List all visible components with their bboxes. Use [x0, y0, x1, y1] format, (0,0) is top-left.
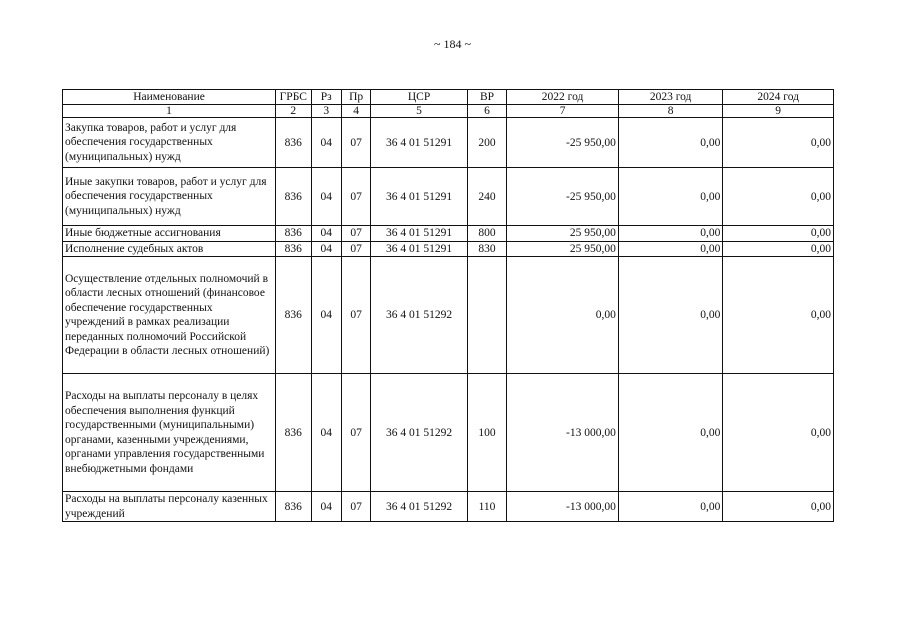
row-2024: 0,00 — [723, 241, 834, 257]
row-2022: 25 950,00 — [507, 241, 619, 257]
row-2022: 0,00 — [507, 257, 619, 374]
row-2023: 0,00 — [618, 257, 722, 374]
row-2022: 25 950,00 — [507, 226, 619, 242]
table-row — [63, 226, 834, 242]
row-grbs: 836 — [276, 374, 312, 492]
row-grbs: 836 — [276, 226, 312, 242]
column-number: 4 — [341, 105, 370, 118]
row-2023: 0,00 — [618, 168, 722, 226]
row-2024: 0,00 — [723, 226, 834, 242]
row-grbs: 836 — [276, 241, 312, 257]
column-number: 9 — [723, 105, 834, 118]
row-2022: -13 000,00 — [507, 492, 619, 522]
row-csr: 36 4 01 51292 — [371, 257, 467, 374]
table-row — [63, 257, 834, 374]
row-pr: 07 — [341, 374, 370, 492]
row-pr: 07 — [341, 168, 370, 226]
table-row — [63, 492, 834, 522]
row-2024: 0,00 — [723, 168, 834, 226]
row-name: Исполнение судебных актов — [63, 241, 276, 257]
header-row — [63, 90, 834, 105]
row-grbs: 836 — [276, 492, 312, 522]
row-rz: 04 — [311, 168, 341, 226]
row-pr: 07 — [341, 226, 370, 242]
column-number: 3 — [311, 105, 341, 118]
row-2022: -25 950,00 — [507, 168, 619, 226]
row-2023: 0,00 — [618, 374, 722, 492]
row-2022: -25 950,00 — [507, 118, 619, 168]
table-row — [63, 118, 834, 168]
row-2024: 0,00 — [723, 492, 834, 522]
row-rz: 04 — [311, 257, 341, 374]
column-number: 7 — [507, 105, 619, 118]
row-vr: 240 — [467, 168, 507, 226]
row-rz: 04 — [311, 492, 341, 522]
row-name: Иные закупки товаров, работ и услуг для обеспечения государственных (муниципальных) нужд — [63, 168, 276, 226]
row-2023: 0,00 — [618, 492, 722, 522]
page-number: ~ 184 ~ — [434, 37, 471, 51]
row-vr — [467, 257, 507, 374]
row-pr: 07 — [341, 492, 370, 522]
row-vr: 830 — [467, 241, 507, 257]
row-csr: 36 4 01 51292 — [371, 492, 467, 522]
table-row — [63, 168, 834, 226]
column-number: 6 — [467, 105, 507, 118]
header-grbs: ГРБС — [276, 90, 312, 105]
row-name: Осуществление отдельных полномочий в области лесных отношений (финансовое обеспечение государственных учреждений в рамках реализации переданных полномочий Российской Федерации в области лесных отношений) — [63, 257, 276, 374]
budget-table — [62, 89, 834, 522]
row-rz: 04 — [311, 226, 341, 242]
row-vr: 100 — [467, 374, 507, 492]
row-csr: 36 4 01 51291 — [371, 226, 467, 242]
column-number: 5 — [371, 105, 467, 118]
row-name: Расходы на выплаты персоналу в целях обеспечения выполнения функций государственными (муниципальными) органами, казенными учреждениями, органами управления государственными внебюджетными фондами — [63, 374, 276, 492]
row-name: Закупка товаров, работ и услуг для обеспечения государственных (муниципальных) нужд — [63, 118, 276, 168]
header-pr: Пр — [341, 90, 370, 105]
row-pr: 07 — [341, 257, 370, 374]
header-name: Наименование — [63, 90, 276, 105]
column-number-row — [63, 105, 834, 118]
row-2023: 0,00 — [618, 118, 722, 168]
row-rz: 04 — [311, 374, 341, 492]
row-pr: 07 — [341, 118, 370, 168]
header-2023: 2023 год — [618, 90, 722, 105]
row-vr: 110 — [467, 492, 507, 522]
header-rz: Рз — [311, 90, 341, 105]
header-2022: 2022 год — [507, 90, 619, 105]
row-name: Иные бюджетные ассигнования — [63, 226, 276, 242]
row-csr: 36 4 01 51292 — [371, 374, 467, 492]
table-row — [63, 241, 834, 257]
row-pr: 07 — [341, 241, 370, 257]
row-2023: 0,00 — [618, 226, 722, 242]
row-2023: 0,00 — [618, 241, 722, 257]
row-vr: 200 — [467, 118, 507, 168]
row-2024: 0,00 — [723, 118, 834, 168]
row-grbs: 836 — [276, 168, 312, 226]
row-rz: 04 — [311, 241, 341, 257]
column-number: 2 — [276, 105, 312, 118]
row-csr: 36 4 01 51291 — [371, 118, 467, 168]
row-grbs: 836 — [276, 257, 312, 374]
row-grbs: 836 — [276, 118, 312, 168]
row-rz: 04 — [311, 118, 341, 168]
row-vr: 800 — [467, 226, 507, 242]
row-2024: 0,00 — [723, 257, 834, 374]
header-2024: 2024 год — [723, 90, 834, 105]
row-csr: 36 4 01 51291 — [371, 168, 467, 226]
row-2024: 0,00 — [723, 374, 834, 492]
row-2022: -13 000,00 — [507, 374, 619, 492]
row-csr: 36 4 01 51291 — [371, 241, 467, 257]
header-vr: ВР — [467, 90, 507, 105]
table-row — [63, 374, 834, 492]
column-number: 8 — [618, 105, 722, 118]
column-number: 1 — [63, 105, 276, 118]
row-name: Расходы на выплаты персоналу казенных учреждений — [63, 492, 276, 522]
header-csr: ЦСР — [371, 90, 467, 105]
